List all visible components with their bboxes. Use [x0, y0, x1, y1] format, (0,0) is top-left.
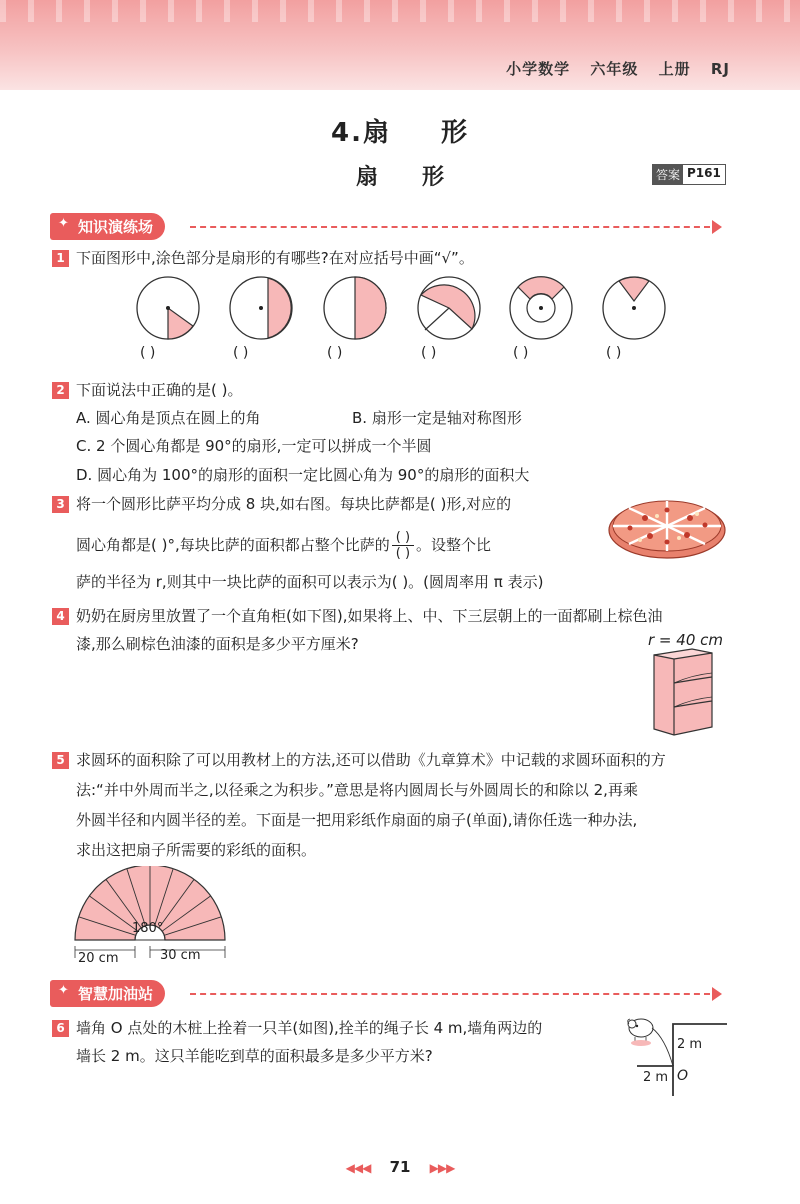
- option-b: B. 扇形一定是轴对称图形: [352, 409, 522, 427]
- circle-figure-2: [230, 277, 292, 339]
- question-4-line2: 漆,那么刷棕色油漆的面积是多少平方厘米?: [76, 635, 359, 653]
- arrow-right-icon: [712, 220, 722, 234]
- section-header-practice: [50, 213, 165, 239]
- wall-corner-diagram: [615, 1008, 735, 1103]
- option-a: A. 圆心角是顶点在圆上的角: [76, 409, 261, 427]
- question-text: 将一个圆形比萨平均分成 8 块,如右图。每块比萨都是( )形,对应的: [76, 495, 512, 513]
- question-number: 5: [52, 752, 69, 769]
- question-1: [52, 248, 474, 268]
- corner-cabinet-image: [648, 645, 718, 740]
- option-c: C. 2 个圆心角都是 90°的扇形,一定可以拼成一个半圆: [76, 437, 432, 455]
- edition-label: RJ: [710, 60, 730, 78]
- answer-label: 答案: [653, 165, 683, 184]
- question-3-line2: [76, 530, 491, 561]
- question-number: 6: [52, 1020, 69, 1037]
- section-badge: ✦ 知识演练场: [50, 213, 165, 240]
- question-number: 2: [52, 382, 69, 399]
- circle-figure-1: [137, 277, 199, 339]
- pizza-image: [605, 488, 730, 566]
- page-number: 71: [389, 1158, 411, 1176]
- answer-blank-6[interactable]: ( ): [606, 345, 622, 361]
- answer-blank-3[interactable]: ( ): [327, 345, 343, 361]
- question-5-line4: 求出这把扇子所需要的彩纸的面积。: [76, 841, 317, 859]
- fan-diagram: [60, 866, 240, 966]
- fraction-numerator: ( ): [392, 530, 414, 546]
- question-5-line3: 外圆半径和内圆半径的差。下面是一把用彩纸作扇面的扇子(单面),请你任选一种办法,: [76, 811, 638, 829]
- question-number: 3: [52, 496, 69, 513]
- answer-page: P161: [687, 166, 721, 180]
- fraction-blank[interactable]: [392, 530, 414, 561]
- question-2: [52, 380, 242, 400]
- answer-reference: [652, 164, 726, 185]
- answer-blank-4[interactable]: ( ): [421, 345, 437, 361]
- answer-blank-1[interactable]: ( ): [140, 345, 156, 361]
- question-5: [52, 750, 666, 770]
- prev-arrows-icon: ◀◀◀: [345, 1161, 371, 1175]
- angle-label: 180°: [132, 921, 164, 936]
- answer-blank-2[interactable]: ( ): [233, 345, 249, 361]
- question-6-line2: 墙长 2 m。这只羊能吃到草的面积最多是多少平方米?: [76, 1047, 433, 1065]
- subject-label: 小学数学: [506, 60, 571, 78]
- fraction-denominator: ( ): [395, 546, 411, 561]
- chapter-title: [0, 112, 800, 149]
- question-text: 求圆环的面积除了可以用教材上的方法,还可以借助《九章算术》中记载的求圆环面积的方: [76, 751, 666, 769]
- grade-label: 六年级: [590, 60, 639, 78]
- dimension-inner: 20 cm: [78, 951, 119, 966]
- wall-length-2: 2 m: [643, 1070, 669, 1085]
- circle-figure-4: [418, 277, 480, 339]
- question-text: 下面图形中,涂色部分是扇形的有哪些?在对应括号中画“√”。: [76, 249, 474, 267]
- question-text: 墙角 O 点处的木桩上拴着一只羊(如图),拴羊的绳子长 4 m,墙角两边的: [76, 1019, 543, 1037]
- question-text: 奶奶在厨房里放置了一个直角柜(如下图),如果将上、中、下三层朝上的一面都刷上棕色油: [76, 607, 663, 625]
- section-title-end: 形: [422, 165, 445, 190]
- option-d: D. 圆心角为 100°的扇形的面积一定比圆心角为 90°的扇形的面积大: [76, 466, 530, 484]
- arrow-right-icon: [712, 987, 722, 1001]
- question-3: [52, 494, 511, 514]
- dimension-outer: 30 cm: [160, 948, 201, 963]
- q3-text-a: 圆心角都是( )°,每块比萨的面积都占整个比萨的: [76, 536, 390, 554]
- volume-label: 上册: [658, 60, 691, 78]
- point-o-label: O: [677, 1068, 689, 1084]
- question-5-line2: 法:“并中外周而半之,以径乘之为积步。”意思是将内圆周长与外圆周长的和除以 2,再乘: [76, 781, 638, 799]
- wall-length-1: 2 m: [677, 1037, 703, 1052]
- section-badge: ✦ 智慧加油站: [50, 980, 165, 1007]
- question-number: 1: [52, 250, 69, 267]
- book-info: [492, 58, 730, 79]
- circle-figure-3: [324, 277, 386, 339]
- chapter-title-start: 4.扇: [331, 118, 391, 148]
- chapter-title-end: 形: [440, 118, 469, 148]
- circle-figure-6: [603, 277, 665, 339]
- section-header-challenge: [50, 980, 165, 1006]
- section-divider: [190, 993, 710, 995]
- question-4: [52, 606, 662, 626]
- question-6: [52, 1018, 542, 1038]
- question-number: 4: [52, 608, 69, 625]
- q1-circles: [0, 270, 800, 350]
- section-title-start: 扇: [355, 165, 378, 190]
- question-text: 下面说法中正确的是( )。: [76, 381, 243, 399]
- section-divider: [190, 226, 710, 228]
- radius-label: r = 40 cm: [648, 631, 723, 649]
- question-3-line3: 萨的半径为 r,则其中一块比萨的面积可以表示为( )。(圆周率用 π 表示): [76, 573, 544, 591]
- answer-blank-5[interactable]: ( ): [513, 345, 529, 361]
- next-arrows-icon: ▶▶▶: [429, 1161, 455, 1175]
- page-footer: [0, 1158, 800, 1176]
- q3-text-b: 。设整个比: [416, 536, 492, 554]
- circle-figure-5: [510, 277, 572, 339]
- banner-stripes: [0, 0, 800, 22]
